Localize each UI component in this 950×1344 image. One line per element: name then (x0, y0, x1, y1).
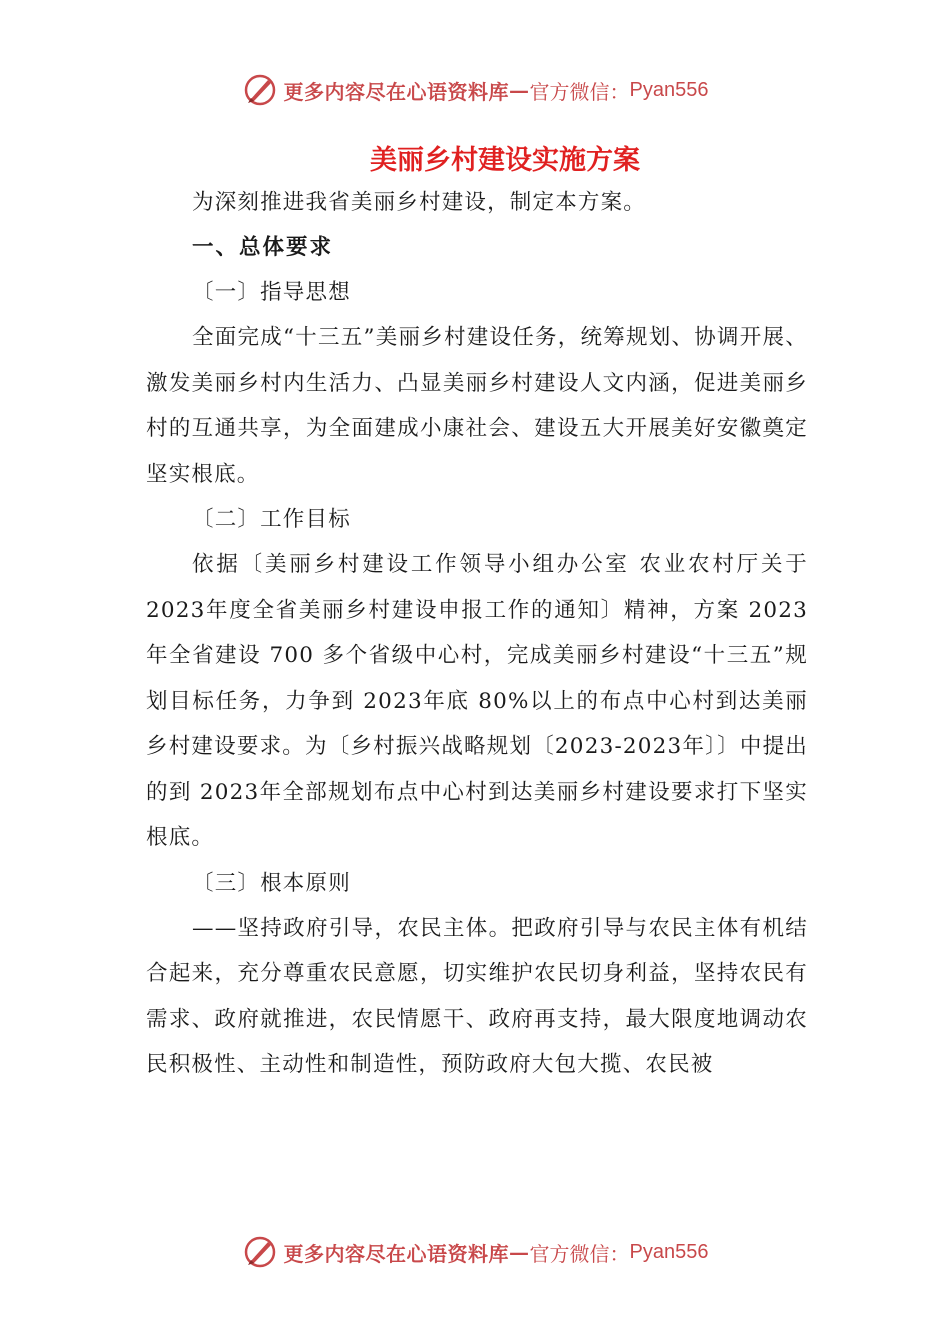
body-paragraph: 依据〔美丽乡村建设工作领导小组办公室 农业农村厅关于2023年度全省美丽乡村建设申报工作的通知〕精神，方案 2023年全省建设 700 多个省级中心村，完成美丽乡村建设“十三五”规划目标任务，力争到 2023年底 80%以上的布点中心村到达美丽乡村建设要求。为〔乡村振兴战略规划〔2023-2023年〕〕中提出的到 2023年全部规划布点中心村到达美丽乡村建设要求打下坚实根底。 (146, 552, 808, 850)
pen-circle-logo-icon (242, 72, 278, 108)
pen-circle-logo-icon (242, 1234, 278, 1270)
banner-dash: — (509, 78, 530, 102)
subsection-heading: 〔二〕工作目标 (192, 507, 351, 532)
banner-wechat-label: 官方微信： (529, 79, 630, 104)
body-paragraph: 全面完成“十三五”美丽乡村建设任务，统筹规划、协调开展、激发美丽乡村内生活力、凸显美丽乡村建设人文内涵，促进美丽乡村的互通共享，为全面建成小康社会、建设五大开展美好安徽奠定坚实根底。 (146, 325, 808, 487)
header-banner (0, 70, 950, 110)
footer-banner (0, 1232, 950, 1272)
subsection-heading: 〔一〕指导思想 (192, 280, 351, 305)
banner-wechat-id: Pyan556 (629, 78, 709, 101)
document-title: 美丽乡村建设实施方案 (370, 145, 640, 176)
subsection-heading: 〔三〕根本原则 (192, 870, 351, 896)
banner-dash: — (509, 1240, 530, 1264)
banner-wechat-id: Pyan556 (629, 1240, 709, 1263)
document-body (146, 180, 808, 1088)
body-paragraph: ——坚持政府引导，农民主体。把政府引导与农民主体有机结合起来，充分尊重农民意愿，切实维护农民切身利益，坚持农民有需求、政府就推进，农民情愿干、政府再支持，最大限度地调动农民积极性、主动性和制造性，预防政府大包大揽、农民被 (146, 915, 808, 1077)
banner-ad-text: 更多内容尽在心语资料库 (283, 1241, 510, 1266)
banner-wechat-label: 官方微信： (529, 1241, 630, 1266)
section-heading: 一、总体要求 (192, 235, 334, 260)
intro-paragraph: 为深刻推进我省美丽乡村建设，制定本方案。 (192, 190, 647, 215)
banner-ad-text: 更多内容尽在心语资料库 (283, 79, 510, 104)
